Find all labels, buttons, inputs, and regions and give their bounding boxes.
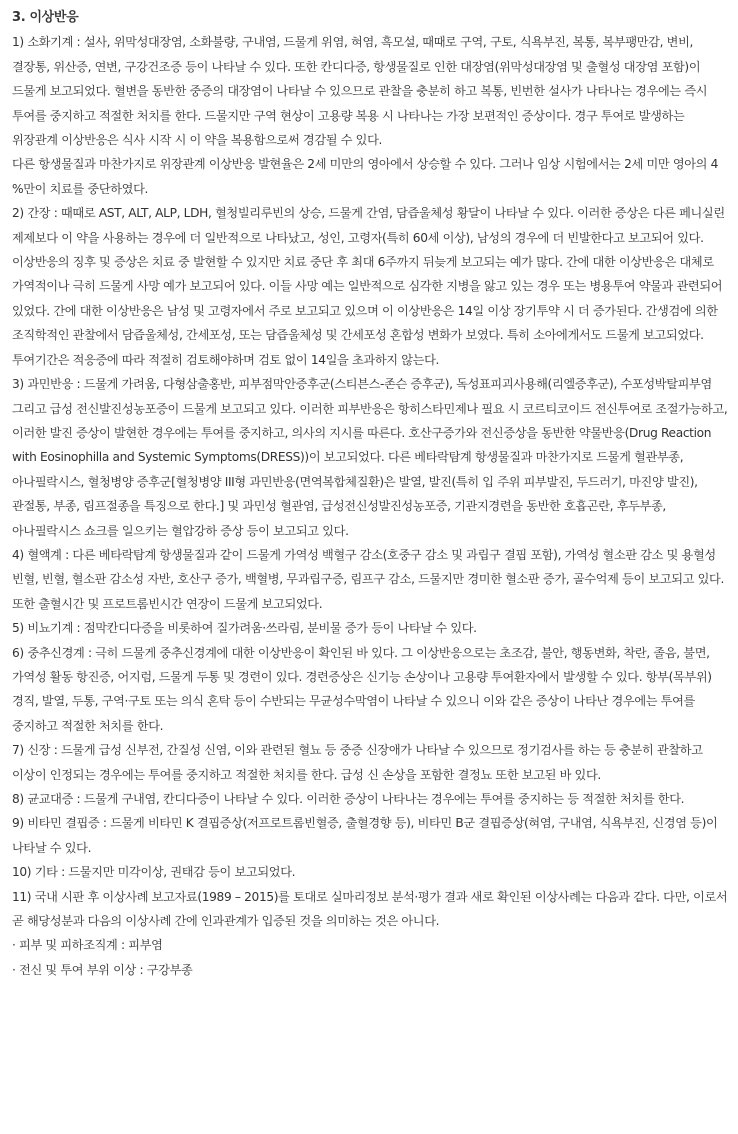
paragraph-cns: 6) 중추신경계 : 극히 드물게 중추신경계에 대한 이상반응이 확인된 바 있다. 그 이상반응으로는 초조감, 불안, 행동변화, 착란, 졸음, 불면, 가역성 활동 항진증, 어지럼, 드물게 두통 및 경련이 있다. 경련증상은 신기능 손상이나 고용량 투여환자에서 발생할 수 있다. 항부(목부위)경직, 발열, 두통, 구역·구토 또는 의식 혼탁 등이 수반되는 무균성수막염이 나타날 수 있으니 이와 같은 증상이 나타난 경우에는 투여를 중지하고 적절한 처치를 한다. <box>12 645 712 733</box>
paragraph-superinfection: 8) 균교대증 : 드물게 구내염, 칸디다증이 나타날 수 있다. 이러한 증상이 나타나는 경우에는 투여를 중지하는 등 적절한 처치를 한다. <box>12 792 685 806</box>
list-item-skin: · 피부 및 피하조직계 : 피부염 <box>12 938 163 953</box>
paragraph-blood: 4) 혈액계 : 다른 베타락탐계 항생물질과 같이 드물게 가역성 백혈구 감소(호중구 감소 및 과립구 결핍 포함), 가역성 혈소판 감소 및 용혈성 빈혈, 빈혈, 혈소판 감소성 자반, 호산구 증가, 백혈병, 무과립구증, 림프구 감소, 드물지만 경미한 혈소판 증가, 골수억제 등이 보고되고 있다. 또한 출혈시간 및 프로트롬빈시간 연장이 드물게 보고되었다. <box>12 547 724 611</box>
paragraph-infant-gi-note: 다른 항생물질과 마찬가지로 위장관계 이상반응 발현율은 2세 미만의 영아에서 상승할 수 있다. 그러나 임상 시험에서는 2세 미만 영아의 4 %만이 치료를 중단하였다. <box>12 157 719 196</box>
paragraph-liver: 2) 간장 : 때때로 AST, ALT, ALP, LDH, 혈청빌리루빈의 상승, 드물게 간염, 담즙울체성 황달이 나타날 수 있다. 이러한 증상은 다른 페니실린 제제보다 이 약을 사용하는 경우에 더 일반적으로 나타났고, 성인, 고령자(특히 60세 이상), 남성의 경우에 더 빈발한다고 보고되어 있다. 이상반응의 징후 및 증상은 치료 중 발현할 수 있지만 치료 중단 후 최대 6주까지 뒤늦게 보고되는 예가 많다. 간에 대한 이상반응은 대체로 가역적이나 극히 드물게 사망 예가 보고되어 있다. 이들 사망 예는 일반적으로 심각한 지병을 앓고 있는 경우 또는 병용투여 약물과 관련되어 있었다. 간에 대한 이상반응은 남성 및 고령자에서 주로 보고되고 있으며 이 이상반응은 14일 이상 장기투약 시 더 증가된다. 간생검에 의한 조직학적인 관찰에서 담즙울체성, 간세포성, 또는 담즙울체성 및 간세포성 혼합성 변화가 보였다. 특히 소아에게서도 드물게 보고되었다. 투여기간은 적응증에 따라 적절히 검토해야하며 검토 없이 14일을 초과하지 않는다. <box>12 206 725 367</box>
list-item-systemic: · 전신 및 투여 부위 이상 : 구강부종 <box>12 962 193 977</box>
section-heading: 3. 이상반응 <box>12 10 79 25</box>
paragraph-gastrointestinal: 1) 소화기계 : 설사, 위막성대장염, 소화불량, 구내염, 드물게 위염, 혀염, 흑모설, 때때로 구역, 구토, 식욕부진, 복통, 복부팽만감, 변비, 결장통, 위산증, 연변, 구강건조증 등이 나타날 수 있다. 또한 칸디다증, 항생물질로 인한 대장염(위막성대장염 및 출혈성 대장염 포함)이 드물게 보고되었다. 혈변을 동반한 중증의 대장염이 나타날 수 있으므로 관찰을 충분히 하고 복통, 빈번한 설사가 나타나는 경우에는 즉시 투여를 중지하고 적절한 처치를 한다. 드물지만 구역 현상이 고용량 복용 시 나타나는 가장 보편적인 증상이다. 경구 투여로 발생하는 위장관계 이상반응은 식사 시작 시 이 약을 복용함으로써 경감될 수 있다. <box>12 35 708 148</box>
paragraph-hypersensitivity: 3) 과민반응 : 드물게 가려움, 다형삼출홍반, 피부점막안증후군(스티븐스-존슨 증후군), 독성표피괴사용해(리엘증후군), 수포성박탈피부염 그리고 급성 전신발진성농포증이 드물게 보고되고 있다. 이러한 피부반응은 항히스타민제나 필요 시 코르티코이드 전신투여로 조절가능하고, 이러한 발진 증상이 발현한 경우에는 투여를 중지하고, 의사의 지시를 따른다. 호산구증가와 전신증상을 동반한 약물반응(Drug Reaction with Eosinophilla and Systemic Symptoms(DRESS))이 보고되었다. 다른 베타락탐계 항생물질과 마찬가지로 드물게 혈관부종, 아나필락시스, 혈청병양 증후군[혈청병양 III형 과민반응(면역복합체질환)은 발열, 발진(특히 입 주위 피부발진, 두드러기, 마진양 발진), 관절통, 부종, 림프절종을 특징으로 한다.] 및 과민성 혈관염, 급성전신성발진성농포증, 기관지경련을 동반한 호흡곤란, 후두부종, 아나필락시스 쇼크를 일으키는 혈압강하 증상 등이 보고되고 있다. <box>12 377 728 538</box>
paragraph-postmarketing: 11) 국내 시판 후 이상사례 보고자료(1989 – 2015)를 토대로 실마리정보 분석·평가 결과 새로 확인된 이상사례는 다음과 같다. 다만, 이로서 곧 해당성분과 다음의 이상사례 간에 인과관계가 입증된 것을 의미하는 것은 아니다. <box>12 889 728 929</box>
paragraph-vitamin-deficiency: 9) 비타민 결핍증 : 드물게 비타민 K 결핍증상(저프로트롬빈혈증, 출혈경향 등), 비타민 B군 결핍증상(혀염, 구내염, 식욕부진, 신경염 등)이 나타날 수 있다. <box>12 816 718 855</box>
paragraph-kidney: 7) 신장 : 드물게 급성 신부전, 간질성 신염, 이와 관련된 혈뇨 등 중증 신장애가 나타날 수 있으므로 정기검사를 하는 등 충분히 관찰하고 이상이 인정되는 경우에는 투여를 중지하고 적절한 처치를 한다. 급성 신 손상을 포함한 결정뇨 또한 보고된 바 있다. <box>12 743 703 782</box>
paragraph-other: 10) 기타 : 드물지만 미각이상, 권태감 등이 보고되었다. <box>12 865 296 880</box>
paragraph-urinary: 5) 비뇨기계 : 점막칸디다증을 비롯하여 질가려움·쓰라림, 분비물 증가 등이 나타날 수 있다. <box>12 621 477 636</box>
